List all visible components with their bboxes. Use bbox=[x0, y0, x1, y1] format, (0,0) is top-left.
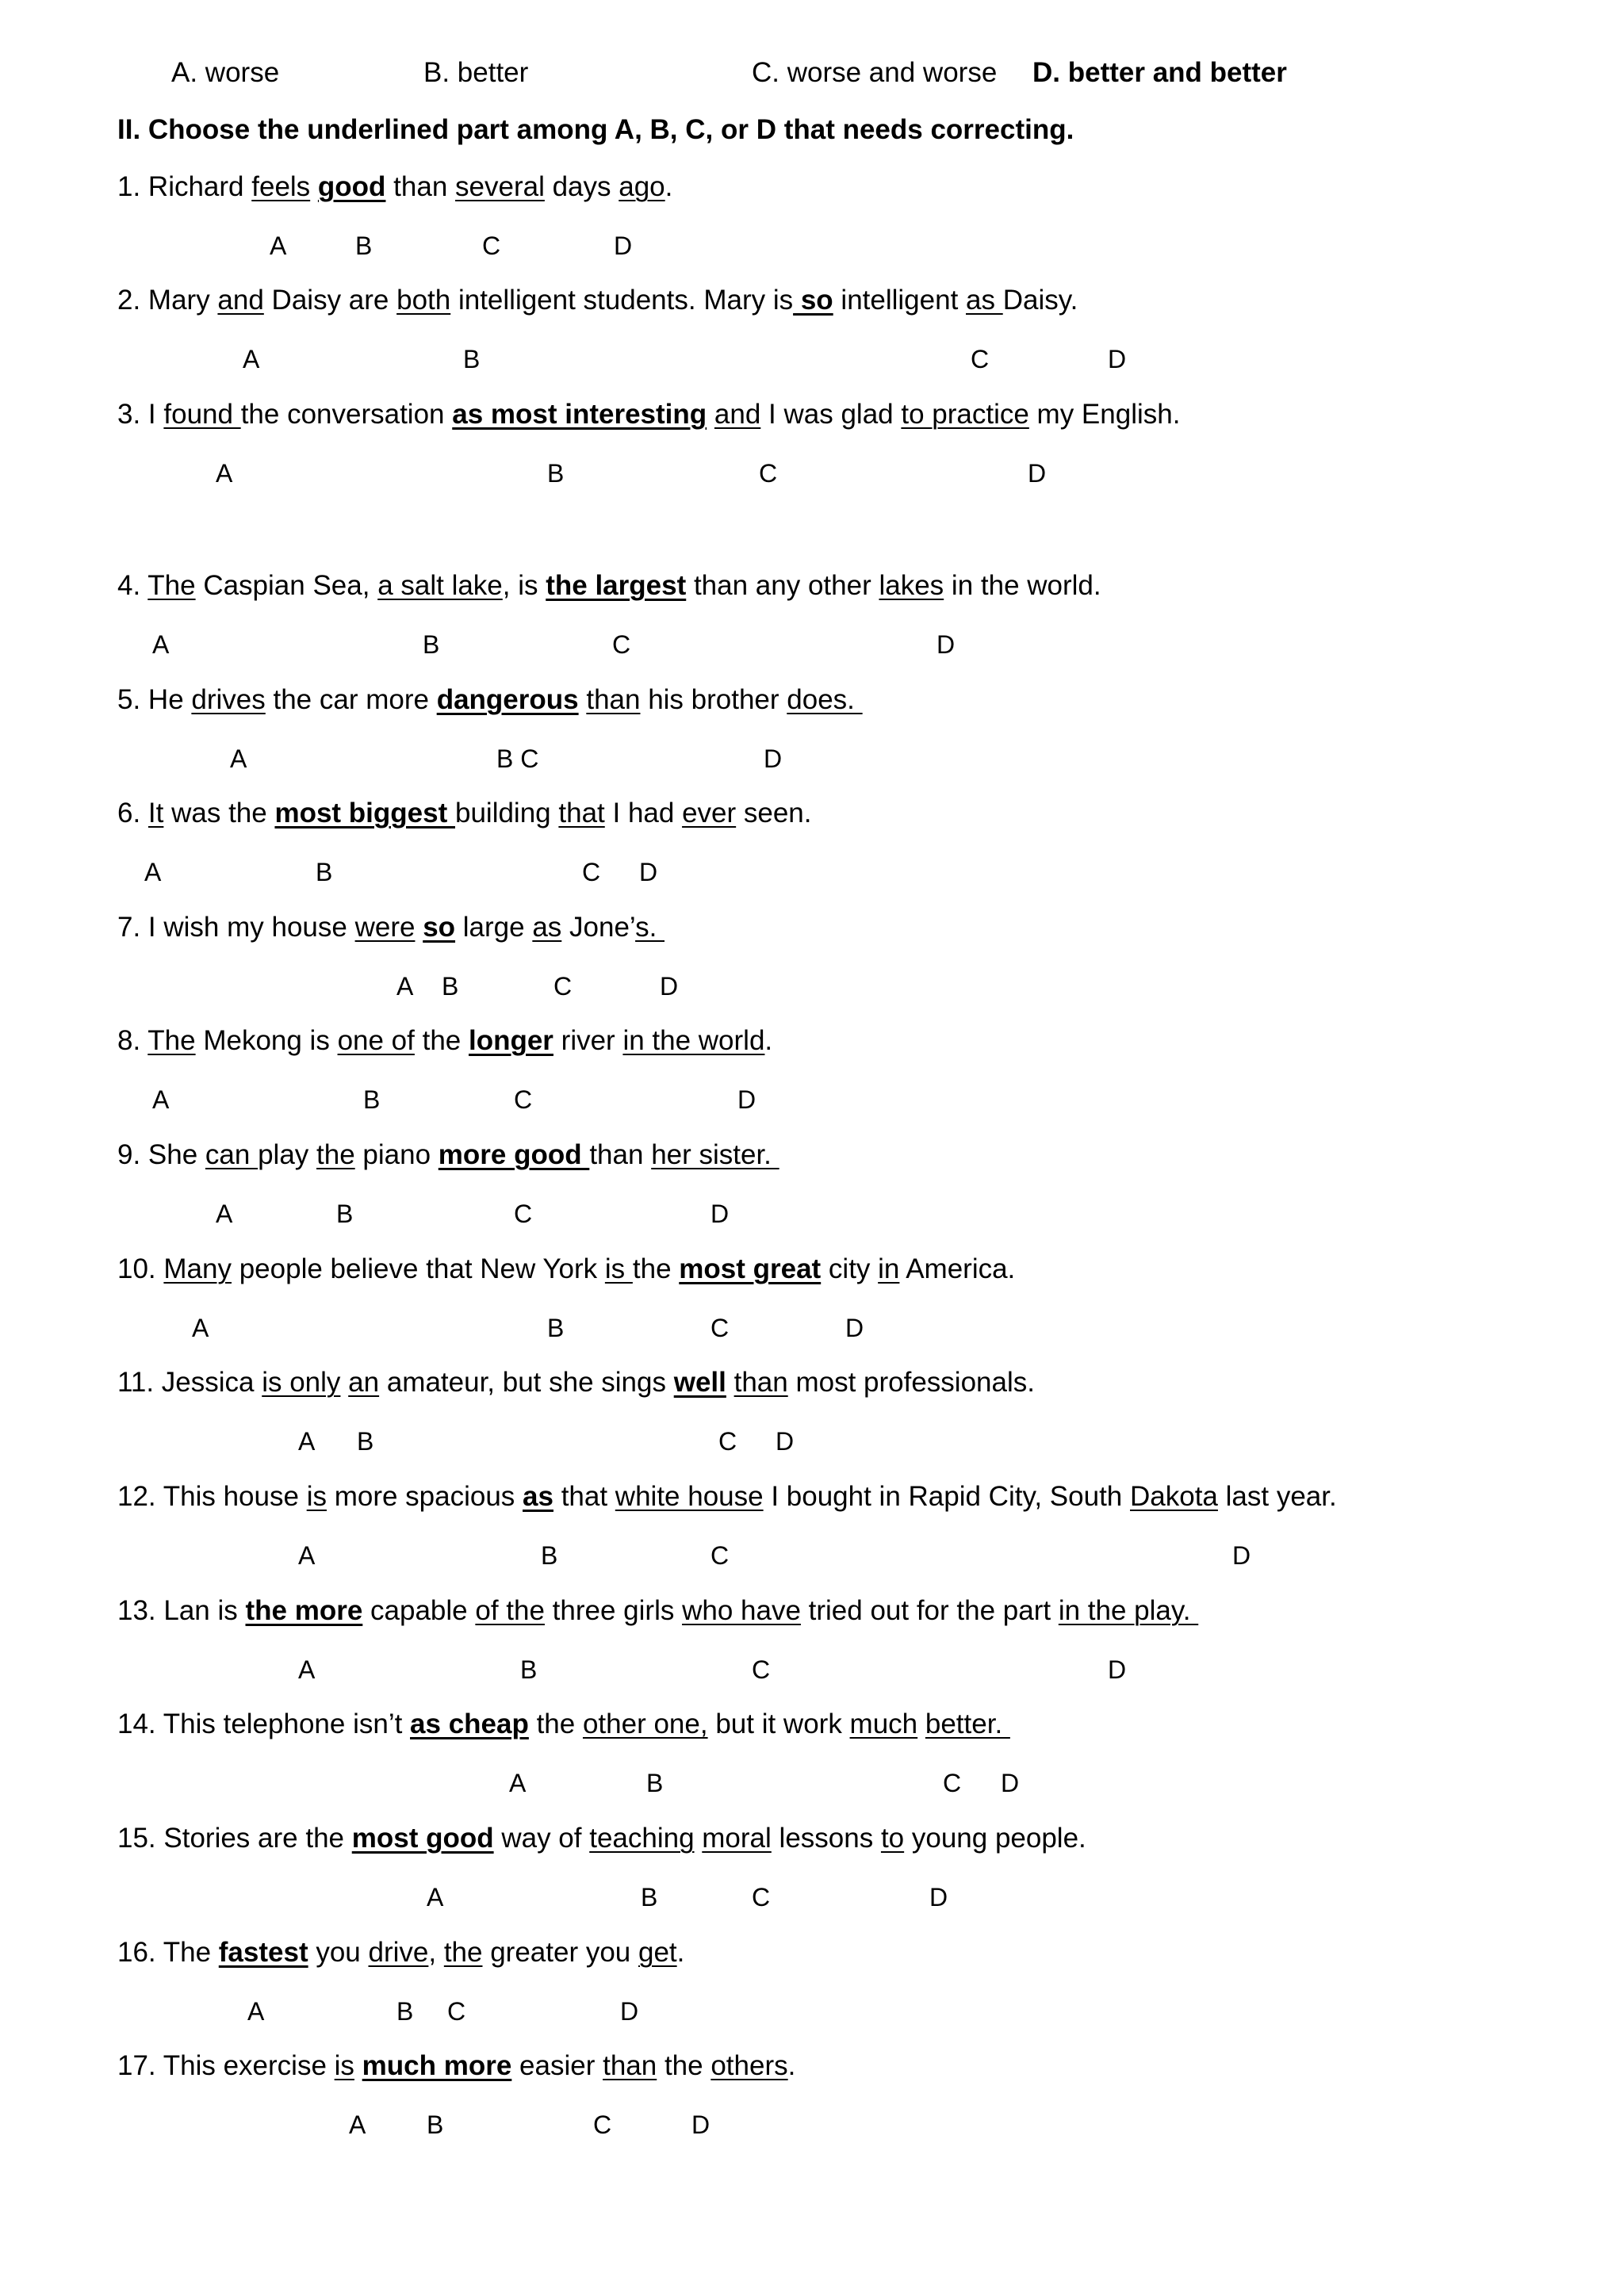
underlined-part: can bbox=[205, 1139, 259, 1170]
sentence-text: , bbox=[428, 1937, 444, 1968]
question-5-option-label: A bbox=[230, 744, 247, 773]
question-1-sentence bbox=[117, 170, 672, 205]
question-7-option-label: B bbox=[442, 972, 459, 1001]
sentence-text: I had bbox=[604, 798, 683, 828]
question-5-sentence bbox=[117, 683, 863, 718]
underlined-part: so bbox=[423, 912, 456, 943]
question-3-option-label: C bbox=[759, 459, 778, 488]
sentence-text: 17. This exercise bbox=[117, 2050, 335, 2081]
underlined-part: feels bbox=[251, 171, 311, 202]
underlined-part: good bbox=[317, 171, 386, 202]
sentence-text: Jone’ bbox=[561, 912, 636, 943]
sentence-text: Mekong is bbox=[195, 1025, 338, 1056]
sentence-text: . bbox=[787, 2050, 796, 2081]
sentence-text: you bbox=[308, 1937, 369, 1968]
underlined-part: so bbox=[793, 285, 833, 316]
underlined-part: found bbox=[163, 399, 241, 430]
sentence-text: America. bbox=[899, 1253, 1016, 1284]
sentence-text: amateur, but she sings bbox=[379, 1367, 674, 1398]
sentence-text bbox=[917, 1709, 925, 1739]
sentence-text: river bbox=[553, 1025, 623, 1056]
underlined-part: were bbox=[354, 912, 416, 943]
underlined-part: most great bbox=[679, 1253, 822, 1284]
underlined-part: well bbox=[673, 1367, 726, 1398]
sentence-text: 3. I bbox=[117, 399, 164, 430]
question-17-option-label: D bbox=[691, 2110, 710, 2139]
underlined-part: an bbox=[348, 1367, 380, 1398]
sentence-text bbox=[415, 912, 423, 943]
underlined-part: teaching bbox=[589, 1823, 695, 1854]
underlined-part: moral bbox=[702, 1823, 772, 1854]
question-3-option-label: A bbox=[216, 459, 233, 488]
sentence-text: 2. Mary bbox=[117, 285, 218, 316]
sentence-text: that bbox=[553, 1481, 615, 1512]
question-1-option-label: D bbox=[614, 232, 633, 260]
sentence-text: than bbox=[385, 171, 456, 202]
underlined-part: other one, bbox=[582, 1709, 708, 1739]
question-14-option-label: C bbox=[943, 1769, 962, 1797]
sentence-text: tried out for the part bbox=[800, 1595, 1059, 1626]
sentence-text: the bbox=[657, 2050, 711, 2081]
underlined-part: The bbox=[147, 570, 196, 601]
sentence-text bbox=[579, 684, 587, 715]
prev-option-b: B. better bbox=[423, 57, 529, 88]
underlined-part: and bbox=[714, 399, 761, 430]
underlined-part: as bbox=[966, 285, 1003, 316]
underlined-part: others bbox=[710, 2050, 788, 2081]
question-9-option-label: D bbox=[710, 1200, 730, 1228]
sentence-text: play bbox=[258, 1139, 317, 1170]
underlined-part: to practice bbox=[901, 399, 1029, 430]
sentence-text: more spacious bbox=[326, 1481, 523, 1512]
underlined-part: in the world bbox=[622, 1025, 765, 1056]
sentence-text: than any other bbox=[686, 570, 879, 601]
question-6-option-label: B bbox=[316, 858, 333, 886]
question-12-option-label: C bbox=[710, 1541, 730, 1570]
question-4-sentence bbox=[117, 568, 1101, 603]
question-8-option-label: D bbox=[737, 1085, 756, 1114]
sentence-text: city bbox=[821, 1253, 879, 1284]
question-7-option-label: A bbox=[396, 972, 414, 1001]
underlined-part: the bbox=[316, 1139, 355, 1170]
sentence-text: I was glad bbox=[760, 399, 902, 430]
sentence-text: 8. bbox=[117, 1025, 148, 1056]
question-6-option-label: A bbox=[144, 858, 162, 886]
underlined-part: Dakota bbox=[1130, 1481, 1218, 1512]
sentence-text: people believe that New York bbox=[231, 1253, 605, 1284]
underlined-part: is bbox=[334, 2050, 354, 2081]
question-5-option-label: B C bbox=[496, 744, 539, 773]
question-17-option-label: A bbox=[349, 2110, 366, 2139]
underlined-part: to bbox=[880, 1823, 905, 1854]
sentence-text: intelligent bbox=[833, 285, 967, 316]
question-2-sentence bbox=[117, 283, 1078, 318]
underlined-part: as most interesting bbox=[452, 399, 707, 430]
question-13-option-label: B bbox=[520, 1655, 538, 1684]
underlined-part: It bbox=[147, 798, 164, 828]
question-4-option-label: B bbox=[423, 630, 440, 659]
question-15-option-label: B bbox=[641, 1883, 658, 1911]
question-9-sentence bbox=[117, 1138, 779, 1173]
question-13-option-label: D bbox=[1108, 1655, 1127, 1684]
underlined-part: get bbox=[638, 1937, 677, 1968]
sentence-text: my English. bbox=[1028, 399, 1181, 430]
sentence-text: easier bbox=[511, 2050, 603, 2081]
underlined-part: the largest bbox=[546, 570, 687, 601]
sentence-text bbox=[726, 1367, 734, 1398]
sentence-text: 9. She bbox=[117, 1139, 205, 1170]
question-10-option-label: A bbox=[192, 1314, 209, 1342]
sentence-text: large bbox=[455, 912, 533, 943]
underlined-part: is only bbox=[262, 1367, 341, 1398]
sentence-text: in the world. bbox=[944, 570, 1101, 601]
question-12-option-label: A bbox=[298, 1541, 316, 1570]
sentence-text: but it work bbox=[707, 1709, 850, 1739]
question-16-option-label: B bbox=[396, 1997, 414, 2026]
question-15-sentence bbox=[117, 1821, 1086, 1856]
sentence-text: capable bbox=[362, 1595, 476, 1626]
question-7-option-label: C bbox=[553, 972, 573, 1001]
sentence-text: last year. bbox=[1217, 1481, 1337, 1512]
question-6-option-label: D bbox=[639, 858, 658, 886]
sentence-text: . bbox=[764, 1025, 773, 1056]
question-8-option-label: A bbox=[152, 1085, 170, 1114]
sentence-text: his brother bbox=[640, 684, 787, 715]
question-12-option-label: D bbox=[1232, 1541, 1251, 1570]
question-3-option-label: B bbox=[547, 459, 565, 488]
underlined-part: her sister. bbox=[651, 1139, 779, 1170]
underlined-part: longer bbox=[468, 1025, 553, 1056]
question-17-sentence bbox=[117, 2049, 795, 2084]
prev-option-a: A. worse bbox=[171, 57, 280, 88]
sentence-text bbox=[354, 2050, 362, 2081]
question-10-option-label: D bbox=[845, 1314, 864, 1342]
question-11-option-label: B bbox=[357, 1427, 374, 1456]
question-1-option-label: C bbox=[482, 232, 501, 260]
question-2-option-label: C bbox=[971, 345, 990, 373]
underlined-part: as bbox=[523, 1481, 553, 1512]
sentence-text: . bbox=[676, 1937, 685, 1968]
sentence-text: seen. bbox=[736, 798, 812, 828]
underlined-part: lakes bbox=[879, 570, 944, 601]
sentence-text: the bbox=[528, 1709, 583, 1739]
question-2-option-label: B bbox=[463, 345, 481, 373]
sentence-text: 13. Lan is bbox=[117, 1595, 246, 1626]
question-17-option-label: C bbox=[593, 2110, 612, 2139]
underlined-part: who have bbox=[682, 1595, 801, 1626]
question-12-sentence bbox=[117, 1479, 1337, 1514]
underlined-part: is bbox=[306, 1481, 327, 1512]
underlined-part: several bbox=[455, 171, 545, 202]
question-16-option-label: D bbox=[620, 1997, 639, 2026]
underlined-part: than bbox=[603, 2050, 657, 2081]
sentence-text: greater you bbox=[482, 1937, 638, 1968]
question-12-option-label: B bbox=[541, 1541, 558, 1570]
sentence-text: most professionals. bbox=[787, 1367, 1035, 1398]
sentence-text: the bbox=[414, 1025, 469, 1056]
sentence-text: 11. Jessica bbox=[117, 1367, 262, 1398]
question-16-option-label: A bbox=[247, 1997, 265, 2026]
sentence-text: lessons bbox=[771, 1823, 881, 1854]
question-1-option-label: A bbox=[270, 232, 287, 260]
sentence-text: way of bbox=[493, 1823, 590, 1854]
sentence-text: than bbox=[589, 1139, 652, 1170]
sentence-text bbox=[310, 171, 318, 202]
question-10-option-label: B bbox=[547, 1314, 565, 1342]
sentence-text: Caspian Sea, bbox=[195, 570, 378, 601]
underlined-part: Many bbox=[163, 1253, 232, 1284]
sentence-text: 4. bbox=[117, 570, 148, 601]
underlined-part: the bbox=[443, 1937, 483, 1968]
question-14-sentence bbox=[117, 1707, 1010, 1742]
question-13-option-label: C bbox=[752, 1655, 771, 1684]
question-17-option-label: B bbox=[427, 2110, 444, 2139]
underlined-part: than bbox=[586, 684, 641, 715]
question-7-option-label: D bbox=[660, 972, 679, 1001]
sentence-text bbox=[695, 1823, 703, 1854]
sentence-text: intelligent students. Mary is bbox=[450, 285, 794, 316]
underlined-part: the more bbox=[245, 1595, 363, 1626]
sentence-text bbox=[340, 1367, 348, 1398]
question-7-sentence bbox=[117, 910, 665, 945]
underlined-part: does. bbox=[787, 684, 863, 715]
sentence-text: I bought in Rapid City, South bbox=[763, 1481, 1130, 1512]
sentence-text: building bbox=[454, 798, 559, 828]
underlined-part: much bbox=[849, 1709, 918, 1739]
underlined-part: in the play. bbox=[1058, 1595, 1199, 1626]
underlined-part: that bbox=[558, 798, 605, 828]
underlined-part: ago bbox=[619, 171, 665, 202]
question-8-sentence bbox=[117, 1024, 772, 1058]
section-heading: II. Choose the underlined part among A, B, C, or D that needs correcting. bbox=[117, 114, 1074, 145]
question-2-option-label: A bbox=[243, 345, 260, 373]
underlined-part: is bbox=[604, 1253, 633, 1284]
question-15-option-label: C bbox=[752, 1883, 771, 1911]
question-8-option-label: C bbox=[514, 1085, 533, 1114]
underlined-part: white house bbox=[615, 1481, 764, 1512]
underlined-part: much more bbox=[362, 2050, 512, 2081]
question-14-option-label: B bbox=[646, 1769, 664, 1797]
sentence-text: . bbox=[665, 171, 673, 202]
underlined-part: one of bbox=[337, 1025, 415, 1056]
underlined-part: ever bbox=[682, 798, 737, 828]
sentence-text: , is bbox=[502, 570, 546, 601]
question-11-option-label: A bbox=[298, 1427, 316, 1456]
question-3-sentence bbox=[117, 397, 1180, 432]
underlined-part: more good bbox=[438, 1139, 590, 1170]
sentence-text: 7. I wish my house bbox=[117, 912, 355, 943]
question-14-option-label: D bbox=[1001, 1769, 1020, 1797]
question-16-option-label: C bbox=[447, 1997, 466, 2026]
underlined-part: a salt lake bbox=[377, 570, 503, 601]
underlined-part: most good bbox=[351, 1823, 494, 1854]
underlined-part: of the bbox=[475, 1595, 545, 1626]
underlined-part: drives bbox=[191, 684, 266, 715]
sentence-text: three girls bbox=[544, 1595, 683, 1626]
question-15-option-label: A bbox=[427, 1883, 444, 1911]
sentence-text: 1. Richard bbox=[117, 171, 252, 202]
prev-option-d: D. better and better bbox=[1032, 57, 1287, 88]
question-11-option-label: C bbox=[718, 1427, 737, 1456]
question-16-sentence bbox=[117, 1935, 684, 1970]
question-10-sentence bbox=[117, 1252, 1015, 1287]
sentence-text: 5. He bbox=[117, 684, 192, 715]
underlined-part: as bbox=[532, 912, 562, 943]
sentence-text: the bbox=[632, 1253, 680, 1284]
sentence-text: 10. bbox=[117, 1253, 164, 1284]
question-4-option-label: D bbox=[936, 630, 956, 659]
sentence-text: 14. This telephone isn’t bbox=[117, 1709, 411, 1739]
underlined-part: drive bbox=[368, 1937, 429, 1968]
sentence-text: 16. The bbox=[117, 1937, 219, 1968]
underlined-part: as cheap bbox=[410, 1709, 529, 1739]
question-4-option-label: C bbox=[612, 630, 631, 659]
underlined-part: dangerous bbox=[436, 684, 579, 715]
sentence-text: Daisy are bbox=[263, 285, 397, 316]
question-13-option-label: A bbox=[298, 1655, 316, 1684]
underlined-part: both bbox=[396, 285, 451, 316]
prev-option-c: C. worse and worse bbox=[752, 57, 998, 88]
question-9-option-label: B bbox=[336, 1200, 354, 1228]
question-11-sentence bbox=[117, 1365, 1035, 1400]
underlined-part: The bbox=[147, 1025, 196, 1056]
question-6-option-label: C bbox=[582, 858, 601, 886]
underlined-part: s. bbox=[635, 912, 665, 943]
question-1-option-label: B bbox=[355, 232, 373, 260]
question-8-option-label: B bbox=[363, 1085, 381, 1114]
question-10-option-label: C bbox=[710, 1314, 730, 1342]
sentence-text: days bbox=[544, 171, 619, 202]
question-13-sentence bbox=[117, 1594, 1198, 1628]
question-2-option-label: D bbox=[1108, 345, 1127, 373]
question-6-sentence bbox=[117, 796, 812, 831]
sentence-text: the car more bbox=[265, 684, 437, 715]
sentence-text: Daisy. bbox=[1002, 285, 1078, 316]
question-4-option-label: A bbox=[152, 630, 170, 659]
question-9-option-label: A bbox=[216, 1200, 233, 1228]
underlined-part: fastest bbox=[218, 1937, 308, 1968]
sentence-text: the conversation bbox=[240, 399, 453, 430]
question-14-option-label: A bbox=[509, 1769, 527, 1797]
question-5-option-label: D bbox=[764, 744, 783, 773]
underlined-part: most biggest bbox=[274, 798, 455, 828]
sentence-text: young people. bbox=[904, 1823, 1086, 1854]
question-15-option-label: D bbox=[929, 1883, 948, 1911]
underlined-part: than bbox=[733, 1367, 788, 1398]
sentence-text: 6. bbox=[117, 798, 148, 828]
sentence-text: 15. Stories are the bbox=[117, 1823, 352, 1854]
sentence-text: piano bbox=[354, 1139, 439, 1170]
question-9-option-label: C bbox=[514, 1200, 533, 1228]
underlined-part: in bbox=[878, 1253, 900, 1284]
underlined-part: better. bbox=[925, 1709, 1010, 1739]
sentence-text: 12. This house bbox=[117, 1481, 307, 1512]
sentence-text bbox=[707, 399, 714, 430]
sentence-text: was the bbox=[163, 798, 275, 828]
question-11-option-label: D bbox=[776, 1427, 795, 1456]
question-3-option-label: D bbox=[1028, 459, 1047, 488]
underlined-part: and bbox=[217, 285, 264, 316]
